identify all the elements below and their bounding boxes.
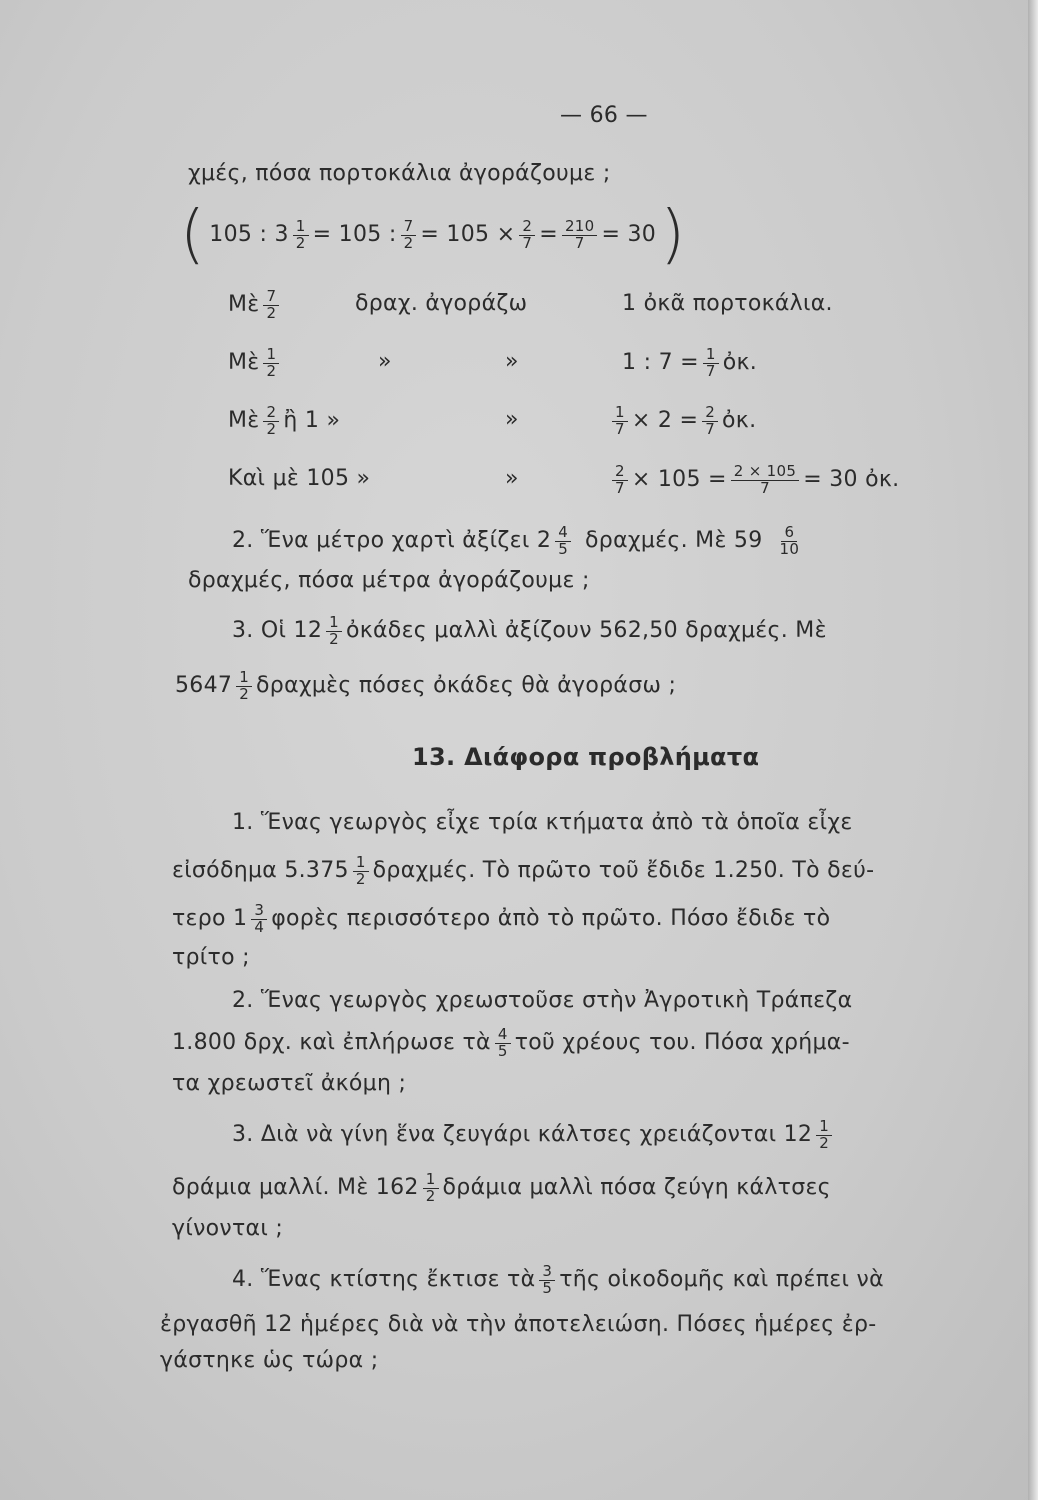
table-cell: 1 ὀκᾶ πορτοκάλια.	[622, 291, 833, 316]
q1-line3: τερο 1 $\frac{3}{4}$ φορὲς περισσότερο ἀπὸ τὸ πρῶτο. Πόσο ἔδιδε τὸ	[172, 900, 831, 936]
ditto-mark: »	[378, 349, 392, 374]
fraction: $\frac{4}{5}$	[555, 525, 571, 558]
fraction: $\frac{2}{2}$	[263, 405, 279, 438]
q1-line2: εἰσόδημα 5.375 $\frac{1}{2}$ δραχμές. Τὸ πρῶτο τοῦ ἔδιδε 1.250. Τὸ δεύ-	[172, 852, 875, 888]
page-number: — 66 —	[560, 103, 648, 128]
fraction: $\frac{1}{2}$	[236, 670, 252, 703]
fraction: $\frac{3}{4}$	[251, 903, 267, 936]
close-paren: )	[660, 198, 686, 272]
fraction: $\frac{1}{2}$	[816, 1119, 832, 1152]
problem-3-line2: 5647 $\frac{1}{2}$ δραχμὲς πόσες ὀκάδες θὰ ἀγοράσω ;	[175, 667, 677, 703]
table-cell: 1 : 7 = $\frac{1}{7}$ ὀκ.	[622, 344, 758, 380]
fraction: $\frac{1}{7}$	[612, 405, 628, 438]
ditto-mark: »	[505, 466, 519, 491]
ditto-mark: »	[505, 407, 519, 432]
table-row: Μὲ $\frac{7}{2}$	[228, 282, 283, 328]
fraction: $\frac{210}{7}$	[562, 219, 598, 252]
table-cell: $\frac{1}{7}$ × 2 = $\frac{2}{7}$ ὀκ.	[608, 398, 756, 444]
equation	[180, 200, 685, 270]
fraction: $\frac{1}{2}$	[293, 219, 309, 252]
q1-line1: 1. Ἕνας γεωργὸς εἶχε τρία κτήματα ἀπὸ τὰ ὁποῖα εἶχε	[232, 810, 853, 835]
fraction: $\frac{6}{10}$	[779, 522, 800, 558]
fraction: $\frac{1}{2}$	[263, 347, 279, 380]
fraction: $\frac{2}{7}$	[702, 405, 718, 438]
fraction: $\frac{2}{7}$	[612, 464, 628, 497]
table-row: Καὶ μὲ 105 »	[228, 466, 371, 491]
q3-line2: δράμια μαλλί. Μὲ 162 $\frac{1}{2}$ δράμια μαλλὶ πόσα ζεύγη κάλτσες	[172, 1169, 831, 1205]
problem-2-line2: δραχμές, πόσα μέτρα ἀγοράζουμε ;	[188, 568, 590, 593]
fraction: $\frac{4}{5}$	[495, 1027, 511, 1060]
eq-part: = 30	[601, 222, 657, 247]
fraction: $\frac{1}{2}$	[326, 615, 342, 648]
page-edge	[1028, 0, 1038, 1500]
q2-line1: 2. Ἕνας γεωργὸς χρεωστοῦσε στὴν Ἀγροτικὴ Τράπεζα	[232, 988, 853, 1013]
fraction: $\frac{1}{7}$	[703, 347, 719, 380]
eq-part: 105 : 3	[209, 222, 289, 247]
problem-2: 2. Ἕνα μέτρο χαρτὶ ἀξίζει 2 $\frac{4}{5}$ δραχμές. Μὲ 59 $\frac{6}{10}$	[232, 518, 806, 564]
ditto-mark: »	[505, 349, 519, 374]
eq-part: = 105 ×	[420, 222, 516, 247]
problem-3: 3. Οἱ 12 $\frac{1}{2}$ ὀκάδες μαλλὶ ἀξίζουν 562,50 δραχμές. Μὲ	[232, 612, 827, 648]
table-row: Μὲ $\frac{1}{2}$	[228, 340, 283, 386]
fraction: $\frac{2}{7}$	[519, 219, 535, 252]
intro-line: χμές, πόσα πορτοκάλια ἀγοράζουμε ;	[188, 161, 611, 186]
eq-part: =	[539, 222, 558, 247]
q4-line1: 4. Ἕνας κτίστης ἔκτισε τὰ $\frac{3}{5}$ τῆς οἰκοδομῆς καὶ πρέπει νὰ	[232, 1261, 884, 1297]
open-paren: (	[180, 198, 206, 272]
fraction: $\frac{1}{2}$	[353, 855, 369, 888]
eq-part: = 105 :	[312, 222, 397, 247]
fraction: $\frac{7}{2}$	[401, 219, 417, 252]
q4-line3: γάστηκε ὡς τώρα ;	[160, 1348, 379, 1373]
q2-line2: 1.800 δρχ. καὶ ἐπλήρωσε τὰ $\frac{4}{5}$ τοῦ χρέους του. Πόσα χρήμα-	[172, 1024, 850, 1060]
fraction: $\frac{1}{2}$	[423, 1172, 439, 1205]
q2-line3: τα χρεωστεῖ ἀκόμη ;	[172, 1071, 407, 1096]
table-cell: δραχ. ἀγοράζω	[355, 291, 528, 316]
fraction: $\frac{7}{2}$	[263, 289, 279, 322]
q4-line2: ἐργασθῆ 12 ἡμέρες διὰ νὰ τὴν ἀποτελειώση. Πόσες ἡμέρες ἐρ-	[160, 1312, 877, 1337]
q3-line1: 3. Διὰ νὰ γίνη ἕνα ζευγάρι κάλτσες χρειάζονται 12 $\frac{1}{2}$	[232, 1112, 836, 1158]
q3-line3: γίνονται ;	[172, 1216, 284, 1241]
table-row: Μὲ $\frac{2}{2}$ ἢ 1 »	[228, 402, 341, 438]
section-heading: 13. Διάφορα προβλήματα	[412, 743, 760, 771]
table-cell: $\frac{2}{7}$ × 105 = $\frac{2 \times 105}{7}$ = 30 ὀκ.	[608, 457, 899, 503]
fraction: $\frac{2 \times 105}{7}$	[731, 464, 799, 497]
fraction: $\frac{3}{5}$	[539, 1264, 555, 1297]
q1-line4: τρίτο ;	[172, 945, 250, 970]
